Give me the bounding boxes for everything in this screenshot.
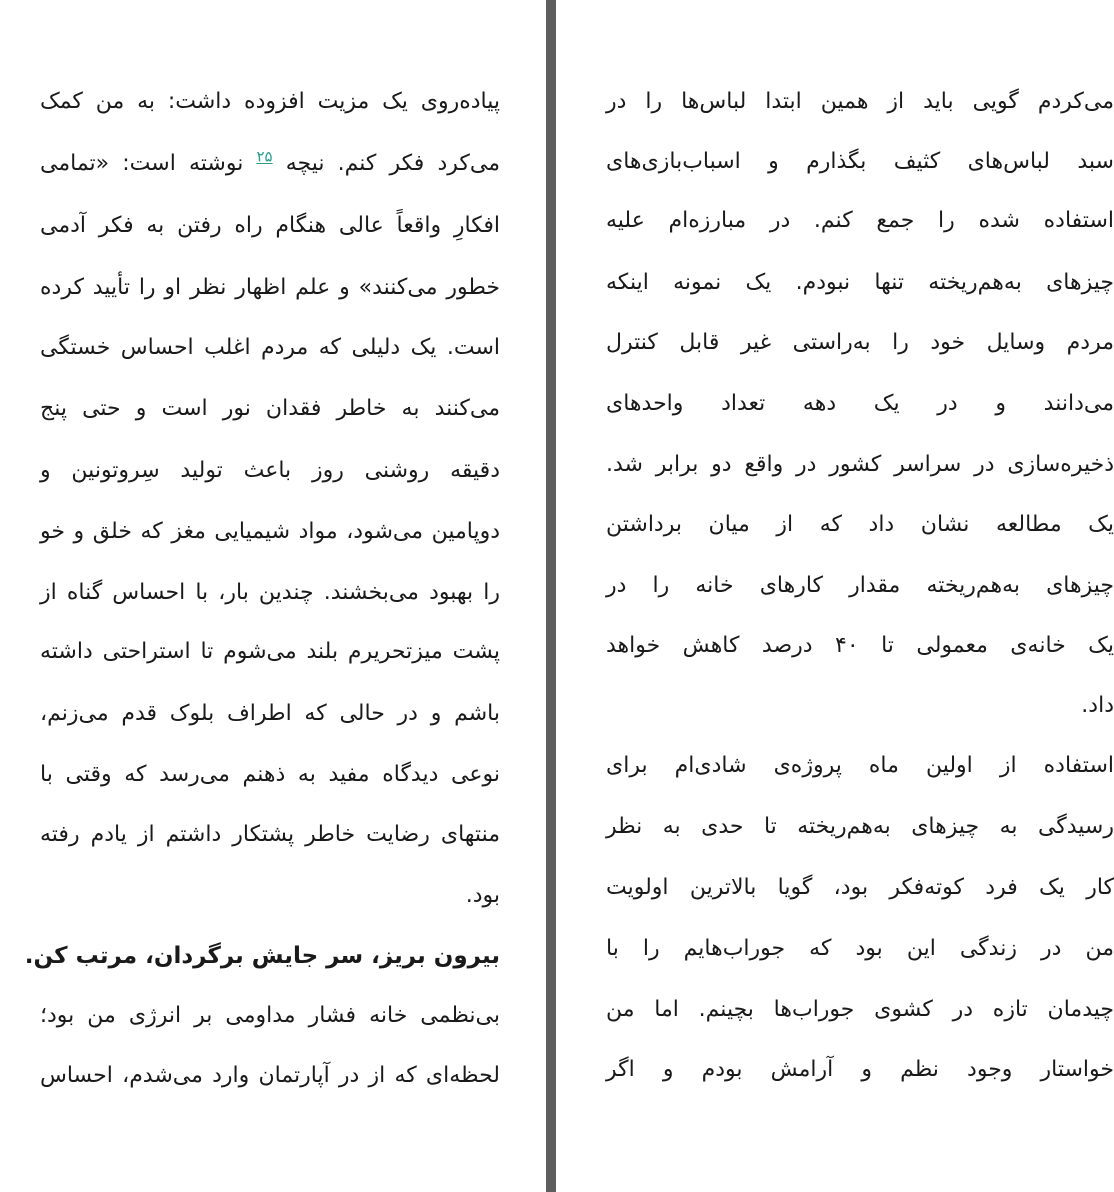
text-segment: می‌کرد فکر کنم. نیچه (285, 151, 500, 176)
text-line: یک خانه‌ی معمولی تا ۴۰ درصد کاهش خواهد (606, 633, 1114, 658)
text-line: چیزهای به‌هم‌ریخته تنها نبودم. یک نمونه اینکه (606, 270, 1114, 295)
text-line: داد. (1081, 693, 1114, 718)
section-heading: بیرون بریز، سر جایش برگردان، مرتب کن. (24, 943, 500, 969)
text-line: خواستار وجود نظم و آرامش بودم و اگر (606, 1057, 1114, 1082)
text-line: نوعی دیدگاه مفید به ذهنم می‌رسد که وقتی با (40, 762, 500, 787)
text-line: استفاده شده را جمع کنم. در مبارزه‌ام علیه (606, 208, 1114, 233)
text-line: است. یک دلیلی که مردم اغلب احساس خستگی (40, 335, 500, 360)
text-line: افکارِ واقعاً عالی هنگام راه رفتن به فکر آدمی (40, 213, 500, 238)
text-line: کار یک فرد کوته‌فکر بود، گویا بالاترین اولویت (606, 875, 1114, 900)
text-segment: نوشته است: «تمامی (40, 151, 244, 176)
footnote-link[interactable]: ۲۵ (256, 147, 273, 166)
text-line: مردم وسایل خود را به‌راستی غیر قابل کنترل (606, 330, 1114, 355)
text-line: ذخیره‌سازی در سراسر کشور در واقع دو برابر شد. (606, 452, 1114, 477)
text-line: رسیدگی به چیزهای به‌هم‌ریخته تا حدی به نظر (606, 814, 1114, 839)
text-line: چیدمان تازه در کشوی جوراب‌ها بچینم. اما من (606, 997, 1114, 1022)
text-line: می‌کردم گویی باید از همین ابتدا لباس‌ها را در (606, 89, 1114, 114)
text-line: می‌کنند به خاطر فقدان نور است و حتی پنج (40, 396, 500, 421)
text-line: لحظه‌ای که از در آپارتمان وارد می‌شدم، احساس (40, 1063, 500, 1088)
text-line: چیزهای به‌هم‌ریخته مقدار کارهای خانه را در (606, 573, 1114, 598)
text-line: می‌دانند و در یک دهه تعداد واحدهای (606, 391, 1114, 416)
text-line: پشت میزتحریرم بلند می‌شوم تا استراحتی داشته (40, 639, 500, 664)
right-page (556, 0, 1114, 1192)
text-line-with-footnote (40, 144, 500, 184)
text-line: بی‌نظمی خانه فشار مداومی بر انرژی من بود؛ (40, 1003, 500, 1028)
text-line: پیاده‌روی یک مزیت افزوده داشت: به من کمک (40, 89, 500, 114)
left-page (0, 0, 546, 1192)
text-line: باشم و در حالی که اطراف بلوک قدم می‌زنم، (40, 701, 500, 726)
text-line: را بهبود می‌بخشند. چندین بار، با احساس گناه از (40, 580, 500, 605)
text-line: خطور می‌کنند» و علم اظهار نظر او را تأیید کرده (40, 275, 500, 300)
text-line: دوپامین می‌شود، مواد شیمیایی مغز که خلق و خو (40, 519, 500, 544)
text-line: دقیقه روشنی روز باعث تولید سِروتونین و (40, 458, 500, 483)
text-line: سبد لباس‌های کثیف بگذارم و اسباب‌بازی‌های (606, 149, 1114, 174)
text-line: من در زندگی این بود که جوراب‌هایم را با (606, 936, 1114, 961)
text-line: بود. (465, 883, 500, 908)
text-line: منتهای رضایت خاطر پشتکار داشتم از یادم رفته (40, 822, 500, 847)
page-divider (546, 0, 556, 1192)
text-line: یک مطالعه نشان داد که از میان برداشتن (606, 512, 1114, 537)
text-line: استفاده از اولین ماه پروژه‌ی شادی‌ام برای (606, 753, 1114, 778)
